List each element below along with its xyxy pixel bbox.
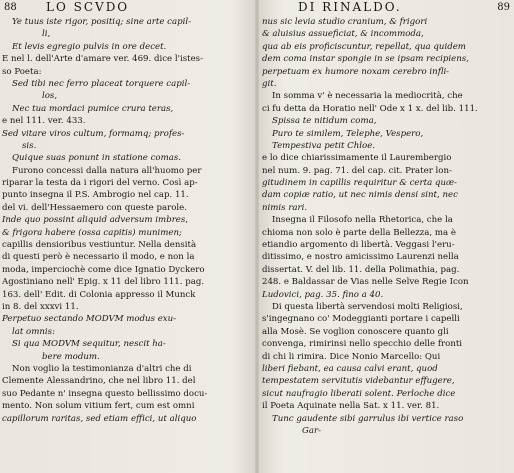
text-line: E nel l. dell'Arte d'amare ver. 469. dice l'istes- xyxy=(2,54,203,65)
text-line: capillorum raritas, sed etiam effici, ut aliquo xyxy=(2,413,197,424)
text-line: il Poeta Aquinate nella Sat. x 11. ver. 81. xyxy=(262,401,440,412)
left-page xyxy=(2,0,252,473)
text-line: git. xyxy=(262,78,277,89)
text-line: Clemente Alessandrino, che nel libro 11. del xyxy=(2,376,196,387)
text-line: Quique suas ponunt in statione comas. xyxy=(12,153,181,164)
text-line: In somma v' è necessaria la mediocrità, che xyxy=(272,91,463,102)
text-line: s'ingegnano co' Modeggianti portare i capelli xyxy=(262,314,460,325)
text-line: di questi però è necessario il modo, e non la xyxy=(2,252,195,263)
text-line: nel num. 9. pag. 71. del cap. cit. Prater lon- xyxy=(262,165,452,176)
text-line: liberi fiebant, ea causa calvi erant, quod xyxy=(262,363,438,374)
text-line: sicut naufragio liberati solent. Perloche dice xyxy=(262,388,456,399)
text-line: riparar la testa da i rigori del verno. Così ap- xyxy=(2,178,198,189)
text-line: Spissa te nitidum coma, xyxy=(272,116,377,127)
left-running-title: LO SCVDO xyxy=(46,0,130,14)
text-line: lat omnis: xyxy=(12,326,55,337)
text-line: del vi. dell'Hessaemero con queste parole. xyxy=(2,202,187,213)
text-line: dem coma instar spongie in se ipsam recipiens, xyxy=(262,54,469,65)
text-line: Inde quo possint aliquid adversum imbres, xyxy=(2,215,189,226)
text-line: sis. xyxy=(22,140,37,151)
right-page xyxy=(262,0,512,473)
text-line: gitudinem in capillis requiritur & certa quæ- xyxy=(262,178,457,189)
text-line: capillis densioribus vestiuntur. Nella densità xyxy=(2,240,197,251)
text-line: so Poeta: xyxy=(2,66,42,77)
text-line: Insegna il Filosofo nella Rhetorica, che la xyxy=(272,215,453,226)
book-gutter xyxy=(255,0,259,473)
text-line: & aluisius assueficiat, & incommoda, xyxy=(262,29,424,40)
text-line: Gar- xyxy=(302,425,322,436)
text-line: los, xyxy=(42,91,58,102)
right-page-number: 89 xyxy=(497,2,510,13)
text-line: 248. e Baldassar de Vias nelle Selve Regie Icon xyxy=(262,277,469,288)
text-line: Ludovici, pag. 35. fino a 40. xyxy=(262,289,384,300)
text-line: Nec tua mordaci pumice crura teras, xyxy=(12,103,174,114)
text-line: Tempestiva petit Chloe. xyxy=(272,140,376,151)
text-line: li, xyxy=(42,29,51,40)
text-line: nimis rari. xyxy=(262,202,308,213)
text-line: nus sic levia studio cranium, & frigori xyxy=(262,17,428,27)
text-line: etiandio argomento di libertà. Veggasi l'eru- xyxy=(262,240,455,251)
text-line: qua ab eis proficiscuntur, repellat, qua quidem xyxy=(262,41,466,52)
text-line: di chi li rimira. Dice Nonio Marcello: Qui xyxy=(262,351,441,362)
text-line: 163. dell' Edit. di Colonia appresso il Munck xyxy=(2,289,196,300)
text-line: alla Mosè. Se voglion conoscere quanto gli xyxy=(262,326,449,337)
text-line: ditissimo, e nostro amicissimo Laurenzi nella xyxy=(262,252,459,263)
text-line: convenga, rimirinsi nello specchio delle fronti xyxy=(262,339,463,350)
text-line: chioma non solo è parte della Bellezza, ma è xyxy=(262,227,456,238)
text-line: bere modum. xyxy=(42,351,100,362)
text-line: Et levis egregio pulvis in ore decet. xyxy=(12,41,167,52)
left-page-number: 88 xyxy=(4,2,17,13)
text-line: punto insegna il P.S. Ambrogio nel cap. 11. xyxy=(2,190,189,201)
text-line: suo Pedante n' insegna questo bellissimo docu- xyxy=(2,388,208,399)
text-line: tempestatem servitutis videbantur effugere, xyxy=(262,376,455,387)
text-line: Puro te similem, Telephe, Vespero, xyxy=(272,128,424,139)
text-line: Tunc gaudente sibi garrulus ibi vertice raso xyxy=(272,413,464,424)
text-line: mento. Non solum vitium fert, cum est omni xyxy=(2,401,195,412)
left-running-head xyxy=(2,0,252,16)
text-line: in 8. del xxxvi 11. xyxy=(2,301,79,312)
text-line: Ye tuus iste rigor, positiq; sine arte capil- xyxy=(12,17,192,27)
text-line: Di questa libertà servendosi molti Religiosi, xyxy=(272,301,463,312)
text-line: dam copiæ ratio, ut nec nimis densi sint, nec xyxy=(262,190,458,201)
text-line: perpetuam ex humore noxam cerebro infli- xyxy=(262,66,450,77)
text-line: moda, imperciochè come dice Ignatio Dyckero xyxy=(2,264,205,275)
right-text-block xyxy=(262,16,512,437)
text-line: Sed vitare viros cultum, formamq; profes- xyxy=(2,128,185,139)
text-line: e nel 111. ver. 433. xyxy=(2,116,86,127)
text-line: & frigora habere (ossa capitis) munimen; xyxy=(2,227,182,238)
left-text-block xyxy=(2,16,252,425)
text-line: Perpetuo sectando MODVM modus exu- xyxy=(2,314,177,325)
text-line: e lo dice chiarissimamente il Laurembergio xyxy=(262,153,452,164)
right-running-head xyxy=(262,0,512,16)
text-line: Si qua MODVM sequitur, nescit ha- xyxy=(12,339,166,350)
text-line: dissertat. V. del lib. 11. della Polimathia, pag. xyxy=(262,264,460,275)
text-line: Non voglio la testimonianza d'altri che di xyxy=(12,363,192,374)
text-line: Sed tibi nec ferro placeat torquere capil- xyxy=(12,78,191,89)
text-line: ci fu detta da Horatio nell' Ode x 1 x. del lib. 111. xyxy=(262,103,478,114)
text-line: Agostiniano nell' Epig. x 11 del libro 111. pag. xyxy=(2,277,205,288)
text-line: Furono concessi dalla natura all'huomo per xyxy=(12,165,202,176)
right-running-title: DI RINALDO. xyxy=(298,0,402,14)
